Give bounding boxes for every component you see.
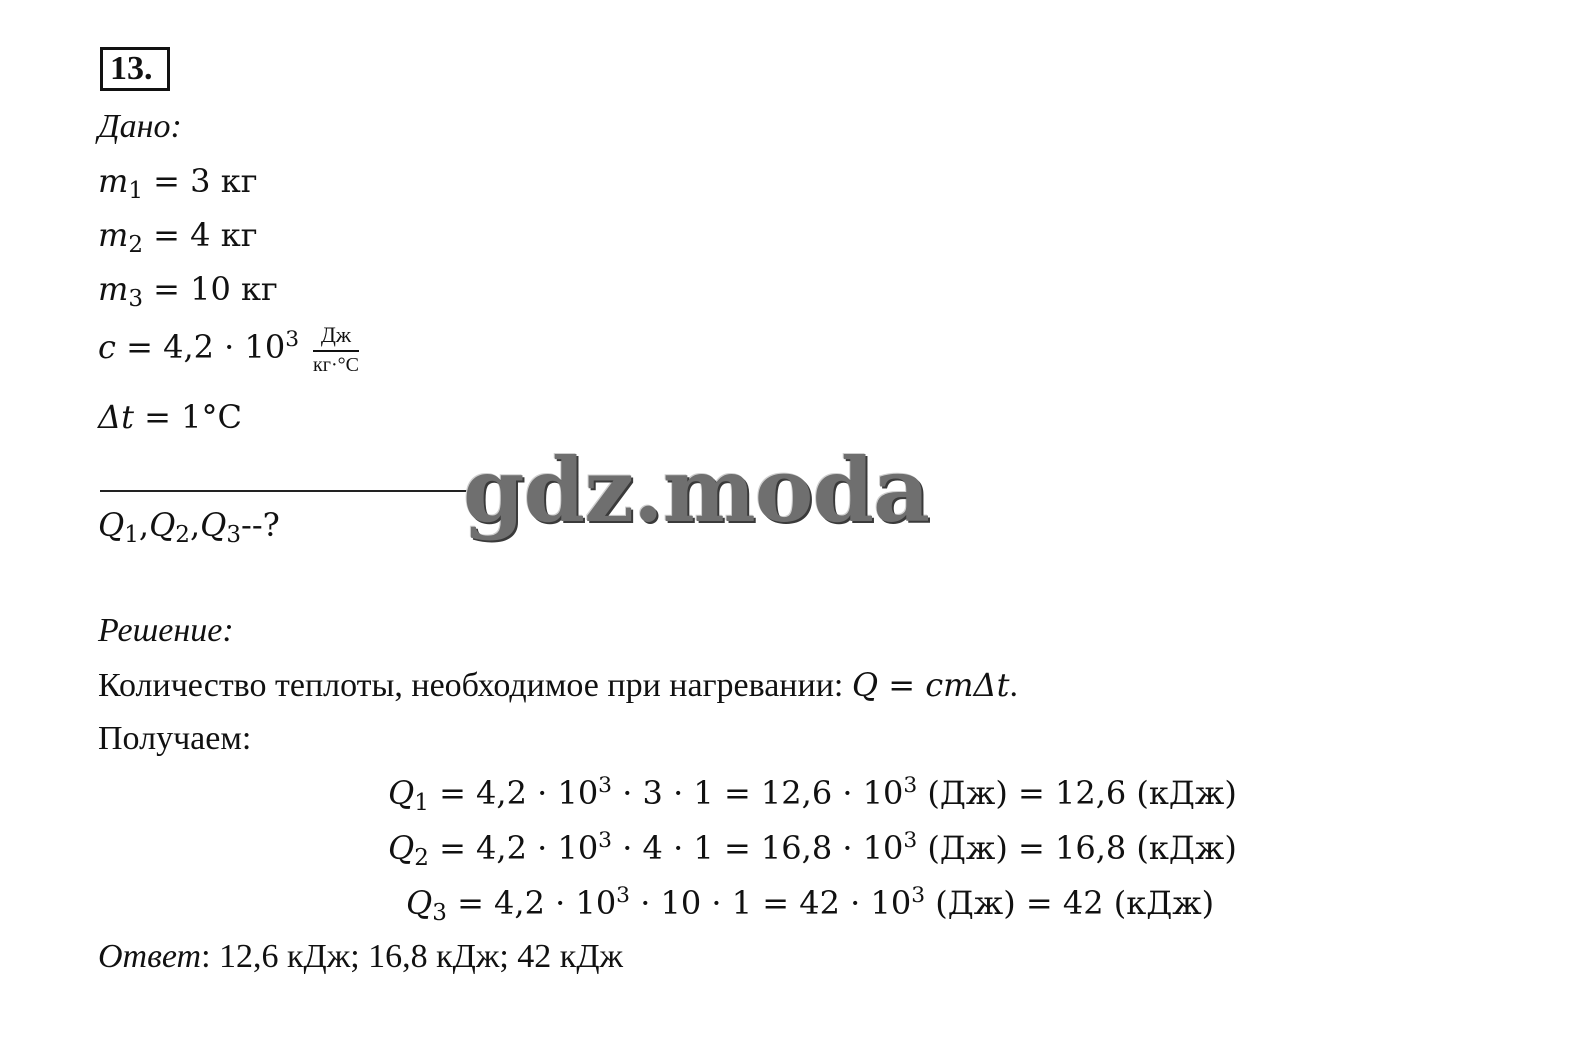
- given-m3: [98, 270, 278, 313]
- answer-label: Ответ: [98, 938, 202, 975]
- eq-exponent: 3: [903, 828, 918, 854]
- given-c: [98, 322, 359, 377]
- given-m1: [98, 162, 258, 205]
- eq-exponent: 3: [903, 773, 918, 799]
- problem-number-box: [100, 47, 170, 91]
- answer-line: [98, 938, 623, 976]
- solution-heading: Решение:: [98, 612, 234, 649]
- equation-q3: [406, 883, 1215, 927]
- unit-fraction: [313, 322, 359, 377]
- find-line: $Q_1,Q_2,Q_3--$?: [98, 506, 280, 549]
- eq-part: (Дж) = 12,6 (кДж): [917, 774, 1237, 812]
- eq-exponent: 3: [616, 883, 631, 909]
- var-symbol: m: [98, 162, 129, 200]
- eq-part: · 3 · 1 = 12,6 · 10: [612, 774, 904, 812]
- eq-exponent: 3: [911, 883, 926, 909]
- find-q2: Q: [149, 506, 176, 544]
- find-q1-sub: 1: [124, 522, 139, 549]
- given-dt: [98, 398, 242, 436]
- var-symbol: m: [98, 216, 129, 254]
- period: .: [1009, 667, 1018, 704]
- watermark: gdz.moda: [463, 438, 930, 542]
- eq-exponent: 3: [598, 773, 613, 799]
- var-symbol: Δt: [98, 398, 134, 436]
- solution-line-1: [98, 666, 1018, 705]
- eq-part: · 10 · 1 = 42 · 10: [630, 884, 912, 922]
- eq-part: (Дж) = 42 (кДж): [925, 884, 1215, 922]
- eq-part: = 4,2 · 10: [446, 884, 617, 922]
- eq-subscript: 2: [414, 845, 429, 872]
- var-symbol: c: [98, 328, 116, 366]
- given-heading: Дано:: [98, 108, 182, 145]
- eq-part: = 4,2 · 10: [428, 774, 599, 812]
- solution-text: Количество теплоты, необходимое при нагревании:: [98, 667, 852, 704]
- find-q3-sub: 3: [226, 522, 242, 549]
- problem-number: 13.: [110, 50, 153, 87]
- heat-formula: Q = cmΔt: [851, 666, 1010, 704]
- var-subscript: 1: [128, 178, 143, 205]
- given-m2: [98, 216, 258, 259]
- var-value: = 3 кг: [143, 162, 258, 200]
- find-q3: Q: [200, 506, 227, 544]
- equation-q1: [388, 773, 1237, 817]
- var-value: = 4 кг: [143, 216, 258, 254]
- var-subscript: 2: [128, 232, 143, 259]
- eq-part: (Дж) = 16,8 (кДж): [917, 829, 1237, 867]
- var-exponent: 3: [285, 327, 300, 353]
- solution-line-2: Получаем:: [98, 720, 252, 757]
- eq-symbol: Q: [388, 774, 415, 812]
- equation-q2: [388, 828, 1237, 872]
- eq-part: = 4,2 · 10: [428, 829, 599, 867]
- unit-numerator: Дж: [313, 322, 359, 352]
- eq-exponent: 3: [598, 828, 613, 854]
- find-q2-sub: 2: [175, 522, 190, 549]
- eq-symbol: Q: [388, 829, 415, 867]
- answer-text: : 12,6 кДж; 16,8 кДж; 42 кДж: [201, 938, 624, 975]
- eq-symbol: Q: [406, 884, 433, 922]
- var-value: = 10 кг: [143, 270, 278, 308]
- eq-subscript: 1: [414, 790, 429, 817]
- eq-part: · 4 · 1 = 16,8 · 10: [612, 829, 904, 867]
- var-subscript: 3: [128, 286, 143, 313]
- eq-subscript: 3: [432, 900, 447, 927]
- var-value: = 4,2 · 10: [115, 328, 286, 366]
- var-value: = 1°C: [133, 398, 242, 436]
- unit-denominator: кг·°C: [313, 354, 359, 376]
- find-question: --?: [241, 506, 280, 544]
- given-separator-line: [100, 490, 470, 492]
- find-q1: Q: [98, 506, 125, 544]
- var-symbol: m: [98, 270, 129, 308]
